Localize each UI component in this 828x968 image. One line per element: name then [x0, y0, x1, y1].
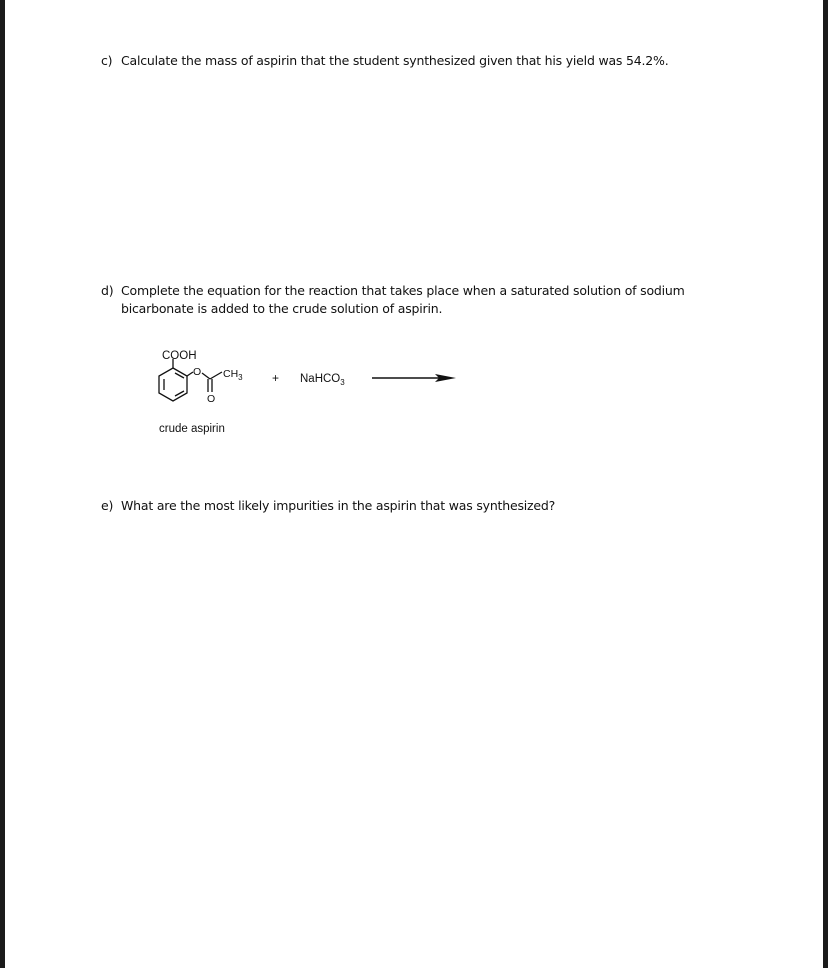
question-d-text-line1: Complete the equation for the reaction that takes place when a saturated solution of sodium: [121, 283, 685, 298]
question-d: [101, 282, 701, 318]
question-d-label: d): [101, 283, 114, 298]
reagent-subscript: 3: [340, 378, 345, 387]
crude-aspirin-caption: crude aspirin: [159, 423, 225, 435]
carbonyl-oxygen: O: [207, 393, 216, 405]
reagent-nahco3: [300, 373, 345, 387]
reaction-arrow: [372, 374, 456, 382]
benzene-ring: [159, 368, 187, 401]
question-c: [101, 52, 669, 70]
cooh-label: COOH: [162, 350, 197, 362]
methyl-ch: CH: [223, 368, 239, 380]
methyl-group: [223, 368, 243, 382]
aspirin-reaction-scheme: [135, 340, 475, 440]
question-c-text: Calculate the mass of aspirin that the student synthesized given that his yield was 54.2%.: [121, 53, 669, 68]
ester-oxygen: O: [193, 366, 202, 378]
question-c-label: c): [101, 53, 113, 68]
worksheet-page: [5, 0, 823, 968]
reagent-formula: NaHCO: [300, 373, 341, 385]
question-e-label: e): [101, 498, 114, 513]
question-e: [101, 497, 555, 515]
methyl-subscript: 3: [238, 373, 243, 382]
question-d-text-line2: bicarbonate is added to the crude solution of aspirin.: [121, 301, 443, 316]
plus-sign: +: [272, 371, 280, 385]
question-e-text: What are the most likely impurities in the aspirin that was synthesized?: [121, 498, 556, 513]
